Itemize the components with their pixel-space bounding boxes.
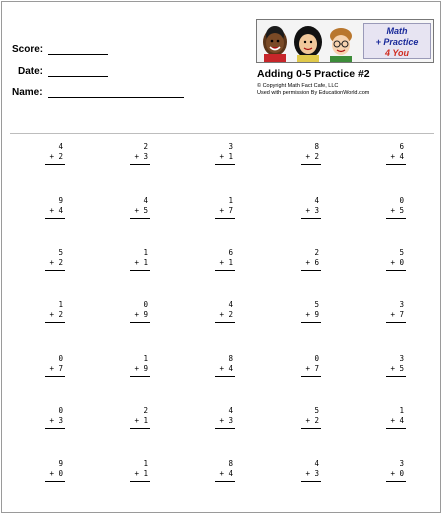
- answer-line[interactable]: [386, 376, 406, 377]
- addend-bottom: + 4: [390, 152, 404, 161]
- addend-top: 4: [58, 142, 63, 151]
- name-label: Name:: [12, 87, 43, 98]
- addend-top: 0: [143, 300, 148, 309]
- addend-bottom: + 7: [390, 310, 404, 319]
- answer-line[interactable]: [215, 481, 235, 482]
- addend-bottom: + 9: [305, 310, 319, 319]
- addend-top: 0: [314, 354, 319, 363]
- addend-top: 2: [143, 406, 148, 415]
- logo-line-practice: + Practice: [375, 37, 419, 47]
- date-field: [18, 66, 43, 77]
- addition-problem: [195, 406, 235, 436]
- addition-problem: [110, 248, 150, 278]
- addend-top: 1: [58, 300, 63, 309]
- answer-line[interactable]: [386, 218, 406, 219]
- addend-bottom: + 7: [305, 364, 319, 373]
- name-field: [12, 87, 43, 98]
- worksheet-title: Adding 0-5 Practice #2: [257, 68, 370, 80]
- addend-top: 6: [399, 142, 404, 151]
- addend-top: 3: [399, 459, 404, 468]
- answer-line[interactable]: [301, 428, 321, 429]
- addend-bottom: + 1: [134, 258, 148, 267]
- addend-bottom: + 0: [390, 469, 404, 478]
- answer-line[interactable]: [45, 270, 65, 271]
- addend-bottom: + 9: [134, 364, 148, 373]
- addition-problem: [366, 142, 406, 172]
- answer-line[interactable]: [45, 218, 65, 219]
- addend-top: 5: [58, 248, 63, 257]
- addend-bottom: + 9: [134, 310, 148, 319]
- answer-line[interactable]: [386, 164, 406, 165]
- answer-line[interactable]: [215, 428, 235, 429]
- addend-bottom: + 7: [49, 364, 63, 373]
- addition-problem: [366, 459, 406, 489]
- addend-top: 5: [399, 248, 404, 257]
- addition-problem: [110, 196, 150, 226]
- addend-bottom: + 4: [390, 416, 404, 425]
- answer-line[interactable]: [45, 376, 65, 377]
- answer-line[interactable]: [130, 270, 150, 271]
- worksheet: [1, 1, 441, 513]
- addend-bottom: + 7: [219, 206, 233, 215]
- addend-bottom: + 3: [219, 416, 233, 425]
- addend-top: 0: [58, 406, 63, 415]
- addition-problem: [366, 406, 406, 436]
- addend-top: 4: [228, 406, 233, 415]
- addend-top: 1: [143, 459, 148, 468]
- addition-problem: [281, 196, 321, 226]
- math-practice-banner: [256, 19, 434, 63]
- kids-illustration: [257, 20, 363, 63]
- answer-line[interactable]: [301, 164, 321, 165]
- name-blank-line[interactable]: [48, 97, 184, 98]
- answer-line[interactable]: [215, 376, 235, 377]
- addend-top: 9: [58, 196, 63, 205]
- addition-problem: [110, 300, 150, 330]
- date-blank-line[interactable]: [48, 76, 108, 77]
- addition-problem: [195, 142, 235, 172]
- header-divider: [10, 133, 434, 134]
- addition-problem: [366, 354, 406, 384]
- addition-problem: [281, 248, 321, 278]
- answer-line[interactable]: [45, 322, 65, 323]
- logo-line-math: Math: [386, 26, 408, 36]
- addition-problem: [281, 406, 321, 436]
- addition-problem: [195, 354, 235, 384]
- addend-bottom: + 5: [390, 364, 404, 373]
- addition-problem: [281, 300, 321, 330]
- answer-line[interactable]: [130, 218, 150, 219]
- addend-top: 8: [228, 459, 233, 468]
- addend-top: 0: [399, 196, 404, 205]
- answer-line[interactable]: [130, 428, 150, 429]
- addition-problem: [366, 248, 406, 278]
- answer-line[interactable]: [386, 322, 406, 323]
- addend-bottom: + 6: [305, 258, 319, 267]
- addend-bottom: + 4: [49, 206, 63, 215]
- answer-line[interactable]: [215, 164, 235, 165]
- addend-bottom: + 5: [390, 206, 404, 215]
- answer-line[interactable]: [386, 481, 406, 482]
- addend-top: 2: [314, 248, 319, 257]
- addend-top: 4: [228, 300, 233, 309]
- addition-problem: [281, 142, 321, 172]
- addend-top: 3: [228, 142, 233, 151]
- addition-problem: [110, 459, 150, 489]
- addend-top: 2: [143, 142, 148, 151]
- addend-bottom: + 2: [305, 416, 319, 425]
- addend-bottom: + 3: [134, 152, 148, 161]
- answer-line[interactable]: [301, 270, 321, 271]
- addition-problem: [25, 406, 65, 436]
- addend-bottom: + 1: [134, 469, 148, 478]
- addend-bottom: + 4: [219, 469, 233, 478]
- addition-problem: [195, 459, 235, 489]
- logo-line-4-you: 4 You: [384, 48, 409, 58]
- addend-top: 1: [143, 248, 148, 257]
- score-label: Score:: [12, 44, 44, 55]
- addend-bottom: + 1: [219, 152, 233, 161]
- addend-bottom: + 4: [219, 364, 233, 373]
- addition-problem: [110, 142, 150, 172]
- addition-problem: [25, 300, 65, 330]
- addition-problem: [281, 459, 321, 489]
- addend-bottom: + 2: [305, 152, 319, 161]
- score-blank-line[interactable]: [48, 54, 108, 55]
- addend-top: 3: [399, 354, 404, 363]
- addend-top: 4: [314, 459, 319, 468]
- addend-bottom: + 5: [134, 206, 148, 215]
- addend-top: 1: [143, 354, 148, 363]
- addend-bottom: + 0: [390, 258, 404, 267]
- addend-bottom: + 1: [219, 258, 233, 267]
- addend-top: 4: [314, 196, 319, 205]
- addend-bottom: + 3: [305, 469, 319, 478]
- addend-top: 6: [228, 248, 233, 257]
- addition-problem: [366, 300, 406, 330]
- addition-problem: [25, 248, 65, 278]
- answer-line[interactable]: [130, 481, 150, 482]
- addend-top: 4: [143, 196, 148, 205]
- addend-bottom: + 1: [134, 416, 148, 425]
- addition-problem: [195, 300, 235, 330]
- addition-problem: [110, 354, 150, 384]
- answer-line[interactable]: [45, 428, 65, 429]
- answer-line[interactable]: [45, 164, 65, 165]
- permission-text: Used with permission By EducationWorld.com: [257, 90, 370, 96]
- answer-line[interactable]: [130, 164, 150, 165]
- addition-problem: [25, 196, 65, 226]
- addend-bottom: + 2: [49, 152, 63, 161]
- addend-top: 1: [399, 406, 404, 415]
- addend-bottom: + 3: [49, 416, 63, 425]
- answer-line[interactable]: [301, 376, 321, 377]
- score-field: [12, 44, 43, 55]
- addend-bottom: + 2: [49, 258, 63, 267]
- addend-bottom: + 3: [305, 206, 319, 215]
- answer-line[interactable]: [130, 322, 150, 323]
- answer-line[interactable]: [386, 270, 406, 271]
- answer-line[interactable]: [386, 428, 406, 429]
- addend-top: 0: [58, 354, 63, 363]
- answer-line[interactable]: [301, 322, 321, 323]
- answer-line[interactable]: [45, 481, 65, 482]
- answer-line[interactable]: [215, 270, 235, 271]
- answer-line[interactable]: [130, 376, 150, 377]
- copyright-text: © Copyright Math Fact Cafe, LLC: [257, 83, 339, 89]
- addition-problem: [25, 459, 65, 489]
- addend-top: 1: [228, 196, 233, 205]
- addend-top: 5: [314, 406, 319, 415]
- addition-problem: [195, 196, 235, 226]
- math-practice-4-you-logo: [363, 23, 431, 59]
- addend-bottom: + 0: [49, 469, 63, 478]
- addition-problem: [195, 248, 235, 278]
- date-label: Date:: [18, 66, 44, 77]
- addend-top: 8: [228, 354, 233, 363]
- addition-problem: [25, 142, 65, 172]
- addend-bottom: + 2: [219, 310, 233, 319]
- addition-problem: [110, 406, 150, 436]
- addition-problem: [281, 354, 321, 384]
- addend-bottom: + 2: [49, 310, 63, 319]
- addend-top: 5: [314, 300, 319, 309]
- addend-top: 3: [399, 300, 404, 309]
- answer-line[interactable]: [215, 218, 235, 219]
- answer-line[interactable]: [301, 218, 321, 219]
- answer-line[interactable]: [301, 481, 321, 482]
- addend-top: 9: [58, 459, 63, 468]
- answer-line[interactable]: [215, 322, 235, 323]
- addition-problem: [25, 354, 65, 384]
- addition-problem: [366, 196, 406, 226]
- addend-top: 8: [314, 142, 319, 151]
